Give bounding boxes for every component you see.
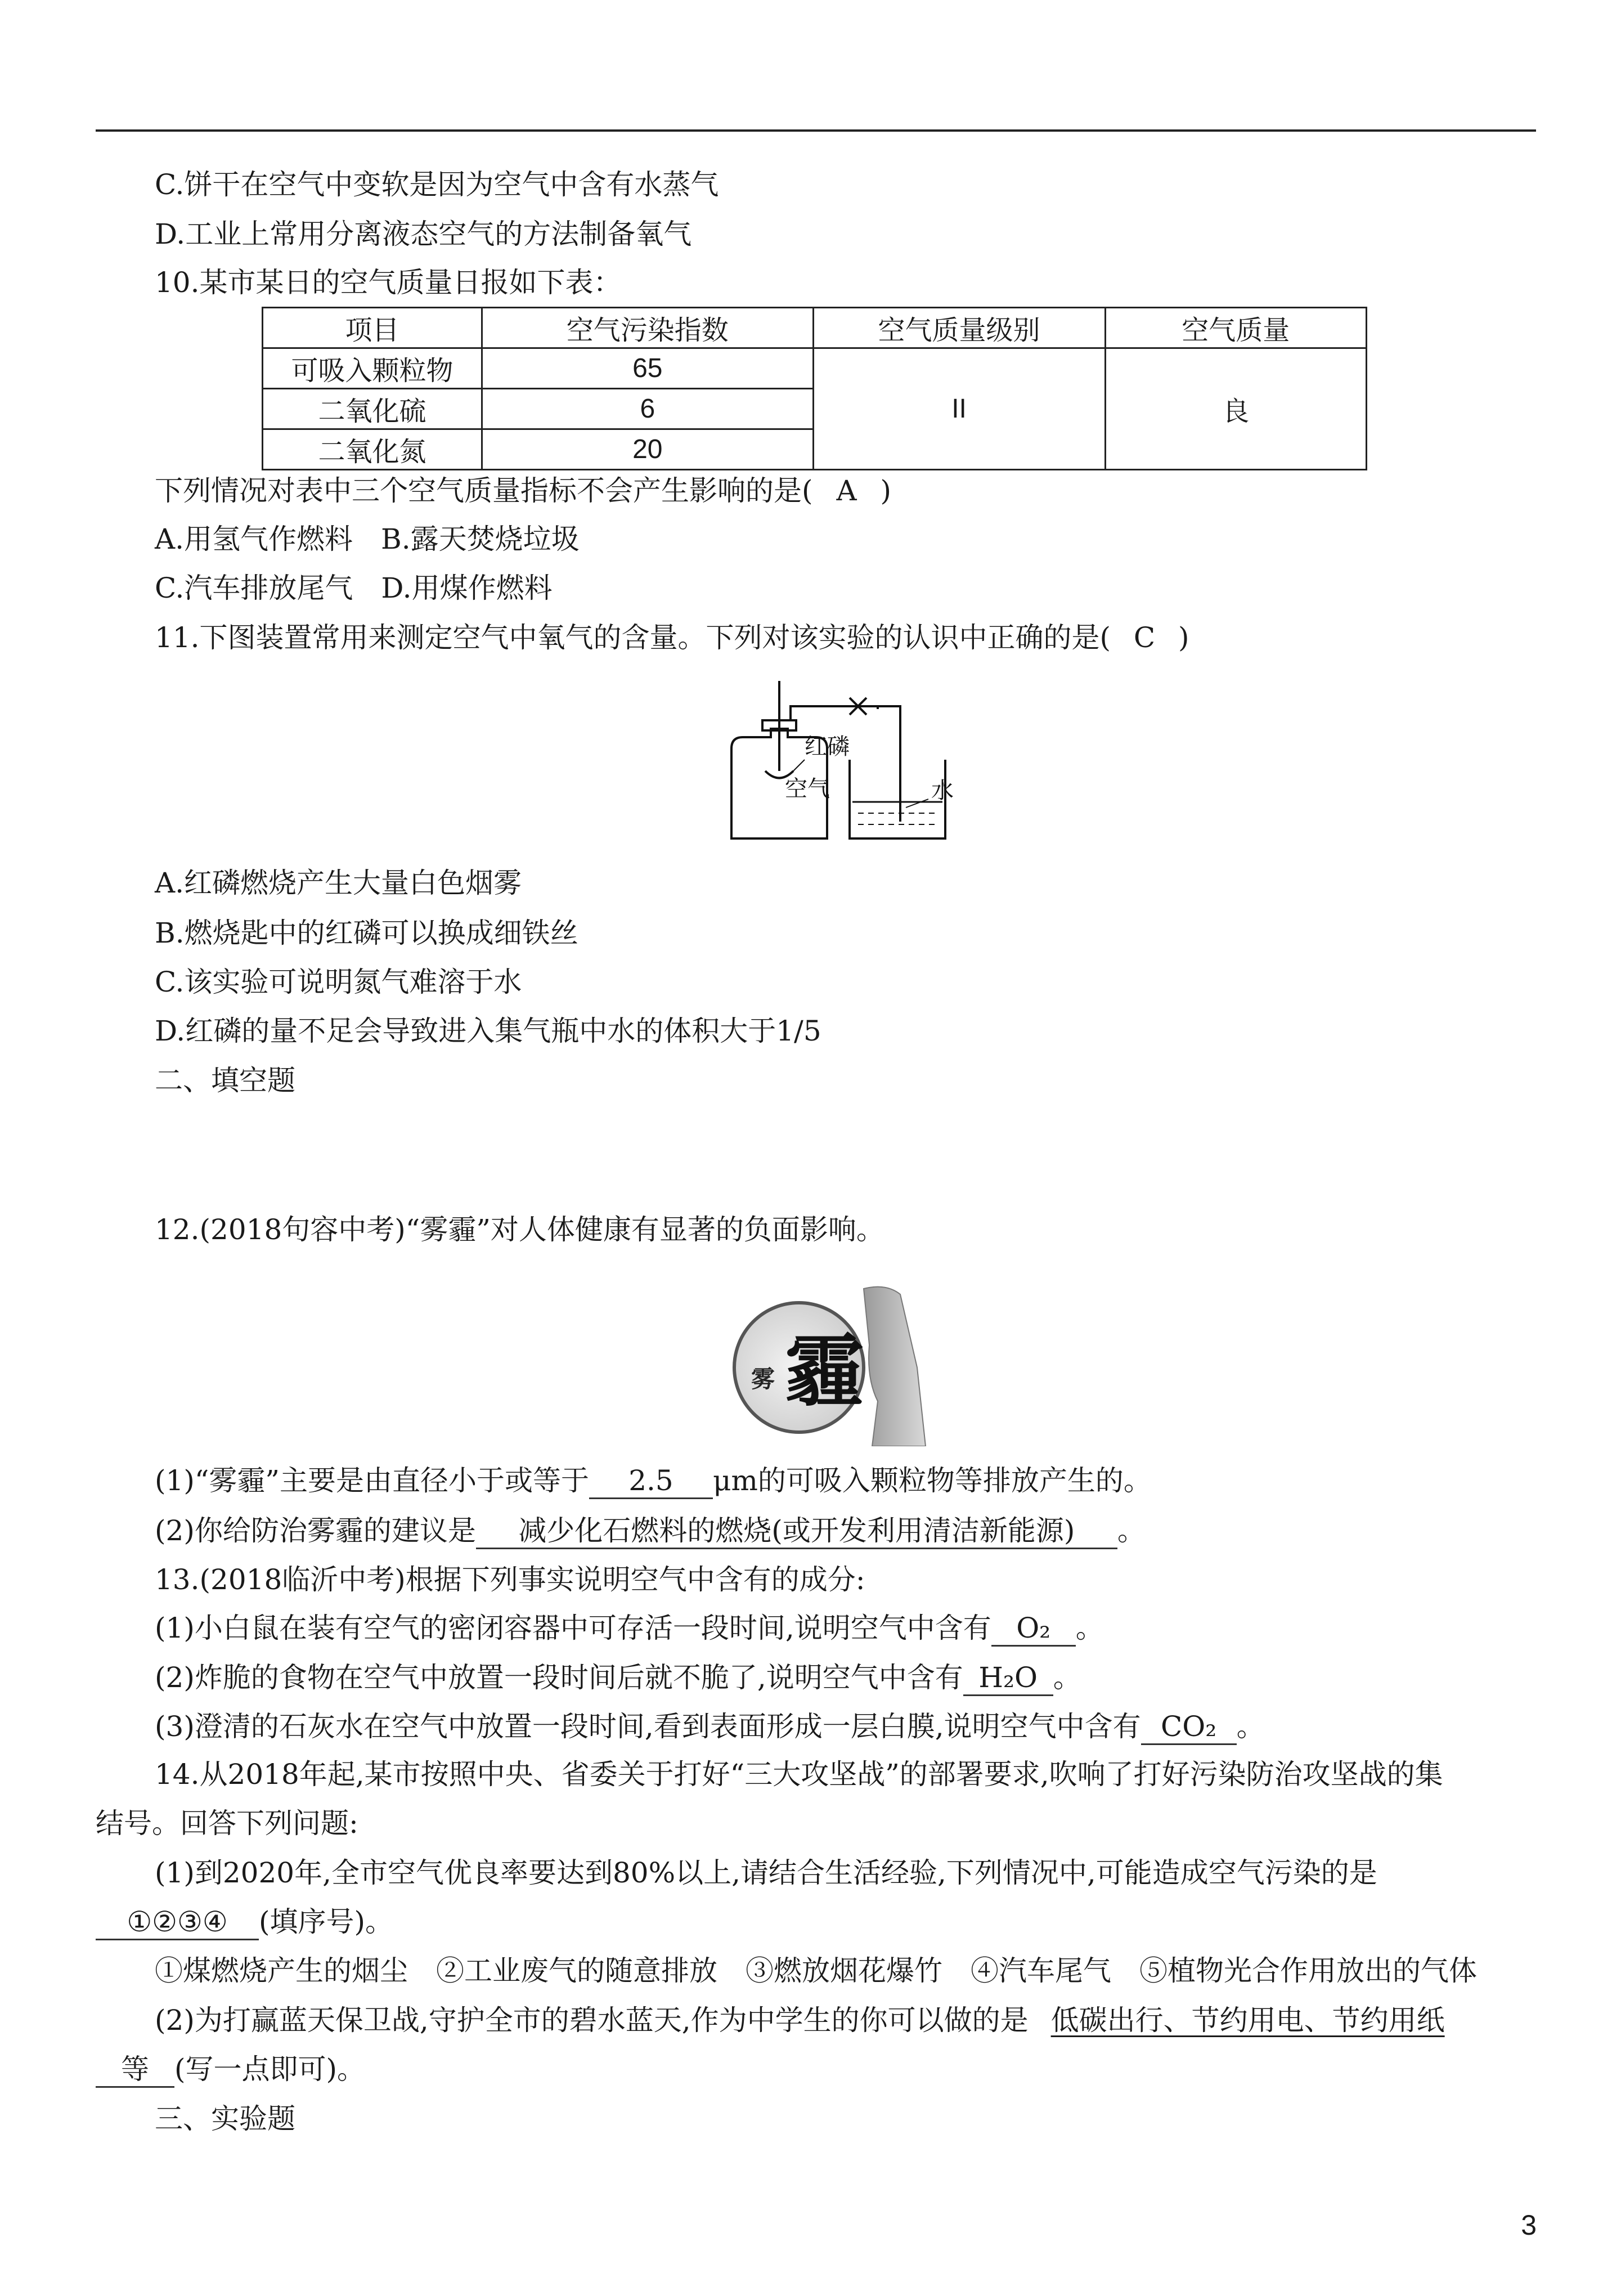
q12-part1-answer: 2.5 (589, 1464, 713, 1499)
label-red-phosphorus: 红磷 (805, 734, 850, 760)
q9-option-d: D.工业上常用分离液态空气的方法制备氧气 (155, 218, 692, 250)
q14-part2-line2 (96, 2050, 365, 2089)
q12-part2-text: (2)你给防治雾霾的建议是 (155, 1514, 476, 1547)
table-cell-quality: 良 (1105, 348, 1366, 470)
table-header-cell: 空气质量级别 (813, 308, 1105, 348)
q13-part1-answer: O₂ (991, 1611, 1076, 1647)
table-header-row (263, 308, 1367, 348)
q12-stem: 12.(2018句容中考)“雾霾”对人体健康有显著的负面影响。 (155, 1213, 884, 1246)
q10-options-ab: A.用氢气作燃料 B.露天焚烧垃圾 (155, 523, 580, 555)
smog-char-big: 霾 (785, 1325, 864, 1418)
air-quality-table (262, 307, 1367, 470)
q14-stem-line1: 14.从2018年起,某市按照中央、省委关于打好“三大攻坚战”的部署要求,吹响了打好污染防治攻坚战的集 (155, 1758, 1443, 1791)
connecting-tube (878, 706, 900, 822)
q10-question-text: 下列情况对表中三个空气质量指标不会产生影响的是( (155, 474, 813, 507)
table-row (263, 348, 1367, 389)
table-header-cell: 空气质量 (1105, 308, 1366, 348)
q10-close-paren: ) (880, 474, 892, 507)
label-water: 水 (931, 778, 954, 804)
q14-part2-text: (2)为打赢蓝天保卫战,守护全市的碧水蓝天,作为中学生的你可以做的是 (155, 2004, 1029, 2037)
q10-question (155, 471, 891, 510)
q14-part1-tail: (填序号)。 (259, 1905, 394, 1938)
table-cell-item: 二氧化硫 (263, 389, 482, 429)
q13-part3-tail: 。 (1236, 1710, 1265, 1743)
q11-stem-text: 11.下图装置常用来测定空气中氧气的含量。下列对该实验的认识中正确的是( (155, 621, 1111, 654)
q10-stem: 10.某市某日的空气质量日报如下表： (155, 266, 622, 299)
table-cell-item: 二氧化氮 (263, 429, 482, 470)
oxygen-apparatus-figure (720, 675, 957, 844)
q13-part2-text: (2)炸脆的食物在空气中放置一段时间后就不脆了,说明空气中含有 (155, 1661, 963, 1694)
section-fill-in-title: 二、填空题 (155, 1064, 295, 1097)
q13-stem: 13.(2018临沂中考)根据下列事实说明空气中含有的成分: (155, 1563, 865, 1596)
smog-char-small: 雾 (751, 1365, 775, 1393)
q9-option-c: C.饼干在空气中变软是因为空气中含有水蒸气 (155, 168, 719, 201)
smog-stop-figure (731, 1277, 957, 1446)
q14-part1-line2 (96, 1902, 393, 1941)
q13-part3-text: (3)澄清的石灰水在空气中放置一段时间,看到表面形成一层白膜,说明空气中含有 (155, 1710, 1141, 1743)
q11-close-paren: ) (1178, 621, 1189, 654)
table-header-cell: 空气污染指数 (482, 308, 813, 348)
q14-part2-line1 (155, 2001, 1445, 2040)
table-cell-index: 20 (482, 429, 813, 470)
q12-part1-tail: μm的可吸入颗粒物等排放产生的。 (712, 1464, 1152, 1497)
q10-answer: A (836, 474, 857, 507)
section-experiment-title: 三、实验题 (155, 2102, 295, 2135)
q11-option-a: A.红磷燃烧产生大量白色烟雾 (155, 867, 522, 899)
q10-options-cd: C.汽车排放尾气 D.用煤作燃料 (155, 572, 553, 604)
q13-part1 (155, 1608, 1104, 1648)
q11-option-c: C.该实验可说明氮气难溶于水 (155, 966, 522, 998)
q13-part1-text: (1)小白鼠在装有空气的密闭容器中可存活一段时间,说明空气中含有 (155, 1612, 991, 1644)
q12-part1 (155, 1461, 1152, 1500)
q14-part2-answer-2: 等 (96, 2052, 174, 2088)
q13-part3 (155, 1707, 1265, 1746)
q13-part2-tail: 。 (1053, 1661, 1081, 1694)
q13-part2-answer: H₂O (963, 1661, 1053, 1696)
q14-part2-tail: (写一点即可)。 (174, 2053, 366, 2086)
q12-part1-text: (1)“雾霾”主要是由直径小于或等于 (155, 1464, 589, 1497)
q14-stem-line2: 结号。回答下列问题: (96, 1807, 358, 1840)
q13-part1-tail: 。 (1075, 1612, 1104, 1644)
table-cell-index: 6 (482, 389, 813, 429)
q14-part1-line1: (1)到2020年,全市空气优良率要达到80%以上,请结合生活经验,下列情况中,可能造成空气污染的是 (155, 1856, 1377, 1889)
q14-part1-answer: ①②③④ (96, 1905, 259, 1940)
q14-part2-answer-1: 低碳出行、节约用电、节约用纸 (1050, 2004, 1445, 2037)
page-number: 3 (1521, 2209, 1537, 2241)
table-header-cell: 项目 (263, 308, 482, 348)
hand-image (864, 1287, 926, 1446)
q13-part2 (155, 1658, 1081, 1697)
q11-option-b: B.燃烧匙中的红磷可以换成细铁丝 (155, 917, 578, 949)
q11-answer: C (1133, 621, 1156, 654)
q13-part3-answer: CO₂ (1141, 1710, 1237, 1745)
q11-stem (155, 618, 1189, 657)
q11-option-d: D.红磷的量不足会导致进入集气瓶中水的体积大于1/5 (155, 1015, 821, 1047)
header-rule (96, 129, 1536, 132)
table-cell-index: 65 (482, 348, 813, 389)
q14-options: ①煤燃烧产生的烟尘 ②工业废气的随意排放 ③燃放烟花爆竹 ④汽车尾气 ⑤植物光合作用放出的气体 (155, 1954, 1477, 1987)
q12-part2 (155, 1511, 1146, 1550)
q12-part2-answer: 减少化石燃料的燃烧(或开发利用清洁新能源) (476, 1514, 1117, 1549)
q12-part2-tail: 。 (1117, 1514, 1146, 1547)
table-cell-item: 可吸入颗粒物 (263, 348, 482, 389)
label-air: 空气 (785, 776, 830, 802)
table-cell-level: II (813, 348, 1105, 470)
